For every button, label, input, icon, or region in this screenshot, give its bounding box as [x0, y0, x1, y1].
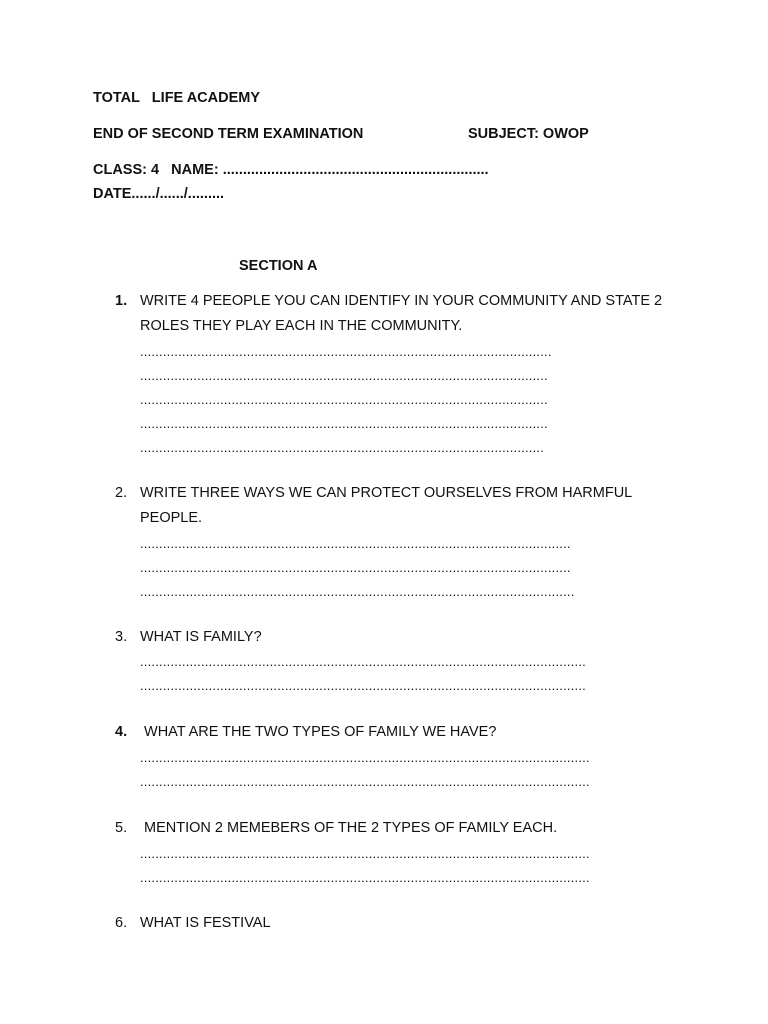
question-4-number: 4. [115, 724, 128, 740]
class-name-line: CLASS: 4 NAME: .................................................................. [93, 162, 489, 178]
answer-line: .................................................................................................................. [140, 584, 575, 599]
answer-line: ........................................................................................................... [140, 416, 548, 431]
school-name: TOTAL LIFE ACADEMY [93, 90, 261, 106]
answer-line: ..................................................................................................................... [140, 678, 586, 693]
question-6-text: WHAT IS FESTIVAL [140, 915, 271, 931]
question-1-number: 1. [115, 293, 128, 309]
question-4-text: WHAT ARE THE TWO TYPES OF FAMILY WE HAVE? [140, 724, 497, 740]
answer-line: ................................................................................................................. [140, 560, 571, 575]
question-1-text: WRITE 4 PEEOPLE YOU CAN IDENTIFY IN YOUR COMMUNITY AND STATE 2 ROLES THEY PLAY EACH IN THE COMMUNITY. [140, 293, 663, 334]
answer-line: ........................................................................................................... [140, 392, 548, 407]
subject-label: SUBJECT: OWOP [468, 126, 589, 142]
answer-line: ...................................................................................................................... [140, 846, 590, 861]
question-2-number: 2. [115, 485, 128, 501]
question-3-number: 3. [115, 629, 128, 645]
answer-line: ...................................................................................................................... [140, 774, 590, 789]
answer-line: ................................................................................................................. [140, 536, 571, 551]
answer-line: ............................................................................................................ [140, 344, 552, 359]
answer-line: ..................................................................................................................... [140, 654, 586, 669]
answer-line: ...................................................................................................................... [140, 750, 590, 765]
question-3-text: WHAT IS FAMILY? [140, 629, 262, 645]
answer-line: .......................................................................................................... [140, 440, 545, 455]
date-line: DATE....../....../......... [93, 186, 225, 202]
question-5-number: 5. [115, 820, 128, 836]
section-title: SECTION A [239, 258, 318, 274]
exam-title: END OF SECOND TERM EXAMINATION [93, 126, 364, 142]
answer-line: ...................................................................................................................... [140, 870, 590, 885]
question-2-text: WRITE THREE WAYS WE CAN PROTECT OURSELVES FROM HARMFUL PEOPLE. [140, 485, 632, 526]
answer-line: ........................................................................................................... [140, 368, 548, 383]
question-6-number: 6. [115, 915, 128, 931]
question-5-text: MENTION 2 MEMEBERS OF THE 2 TYPES OF FAMILY EACH. [140, 820, 558, 836]
